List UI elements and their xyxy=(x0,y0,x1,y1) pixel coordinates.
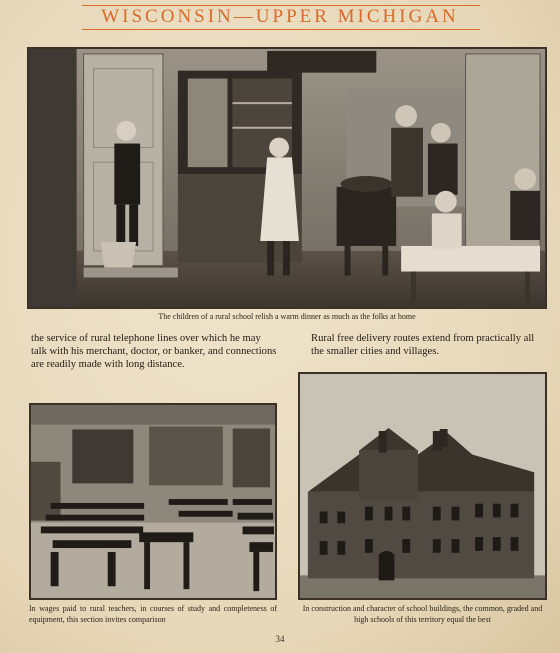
page-header: WISCONSIN—UPPER MICHIGAN xyxy=(101,6,459,27)
page-number: 34 xyxy=(275,634,285,644)
classroom-photo-caption: In wages paid to rural teachers, in courses of study and completeness of equipment, this section invites comparison xyxy=(29,604,277,624)
body-paragraph-left: the service of rural telephone lines over which he may talk with his merchant, doctor, or banker, and connections are readily made with long distance. xyxy=(31,333,277,370)
school-building-illustration xyxy=(300,374,545,598)
body-paragraph-right: Rural free delivery routes extend from practically all the smaller cities and villages. xyxy=(311,333,535,357)
school-photo-caption: In construction and character of school buildings, the common, graded and high schools of this territory equal the best xyxy=(302,604,543,624)
top-photo-caption: The children of a rural school relish a warm dinner as much as the folks at home xyxy=(158,312,416,321)
school-dinner-illustration xyxy=(29,49,545,307)
photo-rural-classroom xyxy=(29,403,277,600)
photo-school-building xyxy=(298,372,547,600)
header-rule-bottom xyxy=(82,29,480,30)
photo-school-dinner xyxy=(27,47,547,309)
header-rule-top xyxy=(82,5,480,6)
classroom-illustration xyxy=(31,405,275,598)
